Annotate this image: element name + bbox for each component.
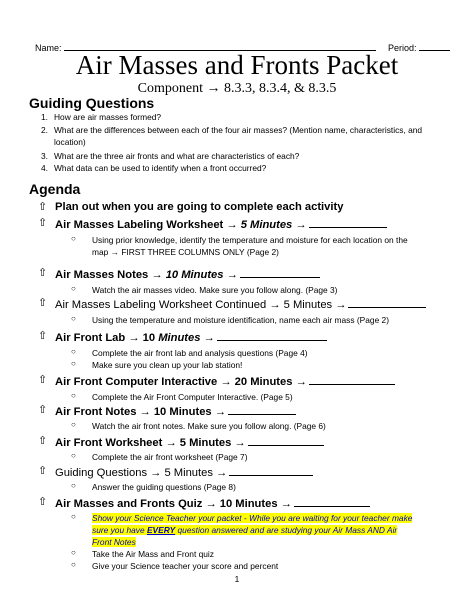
agenda-heading: Agenda	[29, 181, 81, 197]
page-title: Air Masses and Fronts Packet	[75, 50, 399, 80]
page-number: 1	[234, 574, 240, 584]
hollow-circle-bullet-icon: ○	[71, 234, 76, 243]
agenda-item-label: Air Front Worksheet → 5 Minutes →	[55, 435, 324, 449]
hollow-circle-bullet-icon: ○	[71, 314, 76, 323]
document-page: Name: Period: Air Masses and Fronts Packet Component → 8.3.3, 8.3.4, & 8.3.5 Guiding Questions 1. How are air masses formed? 2. What are the differences between each of the four air masses? (Mention name, characteristics, and location) 3. What are the three air fronts and what are characteristics of each? 4. What data can be used to identify when a front occurred? Agenda ⇧ Plan out when you are going to complete each activity ⇧ Air Masses Labeling Worksheet → 5 Minutes → ○ Using prior knowledge, identify the temperature and moisture for each location on the map → FIRST THREE COLUMNS ONLY (Page 2) ⇧ Air Masses Notes → 10 Minutes → ○ Watch the air masses video. Make sure you follow along. (Page 3) ⇧ Air Masses Labeling Worksheet Continued → 5 Minutes → ○ Using the temperature and moisture identification, name each air mass (Page 2) ⇧ Air Front Lab → 10 Minutes → ○ Complete the air front lab and analysis questions (Page 4) ○ Make sure you clean up your lab station! ⇧ Air Front Computer Interactive → 20 Minutes → ○ Complete the Air Front Computer Interactive. (Page 5) ⇧ Air Front Notes → 10 Minutes → ○ Watch the air front notes. Make sure you follow along. (Page 6) ⇧ Air Front Worksheet → 5 Minutes → ○ Complete the air front worksheet (Page 7) ⇧ Guiding Questions → 5 Minutes → ○ Answer the guiding questions (Page 8) ⇧ Air Masses and Fronts Quiz → 10 Minutes → ○ Show your Science Teacher your packet - While you are waiting for your teacher make sure you have EVERY question answered and are studying your Air Mass AND Air Front Notes ○ Take the Air Mass and Front quiz ○ Give your Science teacher your score and percent 1	[0, 0, 474, 613]
list-text: What data can be used to identify when a front occurred?	[54, 163, 267, 173]
list-number: 4.	[41, 163, 48, 173]
agenda-item-label: Air Masses Labeling Worksheet → 5 Minutes →	[55, 217, 387, 231]
agenda-item-label: Air Front Computer Interactive → 20 Minutes →	[55, 374, 395, 388]
blank-line[interactable]	[294, 496, 370, 507]
agenda-item-label: Guiding Questions → 5 Minutes →	[55, 465, 313, 479]
agenda-item-label: Plan out when you are going to complete each activity	[55, 201, 344, 213]
list-text-continued: location)	[54, 137, 86, 147]
agenda-item-label: Air Front Notes → 10 Minutes →	[55, 404, 296, 418]
hollow-circle-bullet-icon: ○	[71, 560, 76, 569]
blank-line[interactable]	[228, 404, 296, 415]
hollow-circle-bullet-icon: ○	[71, 420, 76, 429]
hollow-circle-bullet-icon: ○	[71, 284, 76, 293]
outline-up-arrow-icon: ⇧	[38, 330, 48, 342]
blank-line[interactable]	[229, 465, 313, 476]
agenda-item-label: Air Masses Notes → 10 Minutes →	[55, 267, 320, 281]
list-text: What are the differences between each of the four air masses? (Mention name, characteristics, and	[54, 125, 423, 135]
outline-up-arrow-icon: ⇧	[38, 496, 48, 508]
list-text: How are air masses formed?	[54, 112, 162, 122]
outline-up-arrow-icon: ⇧	[38, 374, 48, 386]
outline-up-arrow-icon: ⇧	[38, 201, 48, 213]
list-number: 1.	[41, 112, 48, 122]
outline-up-arrow-icon: ⇧	[38, 465, 48, 477]
agenda-item-label: Air Front Lab → 10 Minutes →	[55, 330, 327, 344]
outline-up-arrow-icon: ⇧	[38, 267, 48, 279]
blank-line[interactable]	[309, 217, 387, 228]
agenda-item-label: Air Masses and Fronts Quiz → 10 Minutes →	[55, 496, 370, 510]
outline-up-arrow-icon: ⇧	[38, 435, 48, 447]
hollow-circle-bullet-icon: ○	[71, 451, 76, 460]
hollow-circle-bullet-icon: ○	[71, 512, 76, 521]
outline-up-arrow-icon: ⇧	[38, 404, 48, 416]
outline-up-arrow-icon: ⇧	[38, 297, 48, 309]
hollow-circle-bullet-icon: ○	[71, 359, 76, 368]
hollow-circle-bullet-icon: ○	[71, 481, 76, 490]
blank-line[interactable]	[248, 435, 324, 446]
hollow-circle-bullet-icon: ○	[71, 391, 76, 400]
component-subtitle: Component → 8.3.3, 8.3.4, & 8.3.5	[137, 81, 337, 96]
guiding-questions-heading: Guiding Questions	[29, 95, 155, 111]
blank-line[interactable]	[217, 330, 327, 341]
list-text: What are the three air fronts and what are characteristics of each?	[54, 151, 300, 161]
blank-line[interactable]	[309, 374, 395, 385]
agenda-item-label: Air Masses Labeling Worksheet Continued → 5 Minutes →	[55, 297, 426, 311]
outline-up-arrow-icon: ⇧	[38, 217, 48, 229]
list-number: 3.	[41, 151, 48, 161]
hollow-circle-bullet-icon: ○	[71, 548, 76, 557]
list-number: 2.	[41, 125, 48, 135]
blank-line[interactable]	[240, 267, 320, 278]
name-label: Name:	[35, 43, 62, 53]
hollow-circle-bullet-icon: ○	[71, 347, 76, 356]
period-label: Period:	[388, 43, 417, 53]
blank-line[interactable]	[348, 297, 426, 308]
